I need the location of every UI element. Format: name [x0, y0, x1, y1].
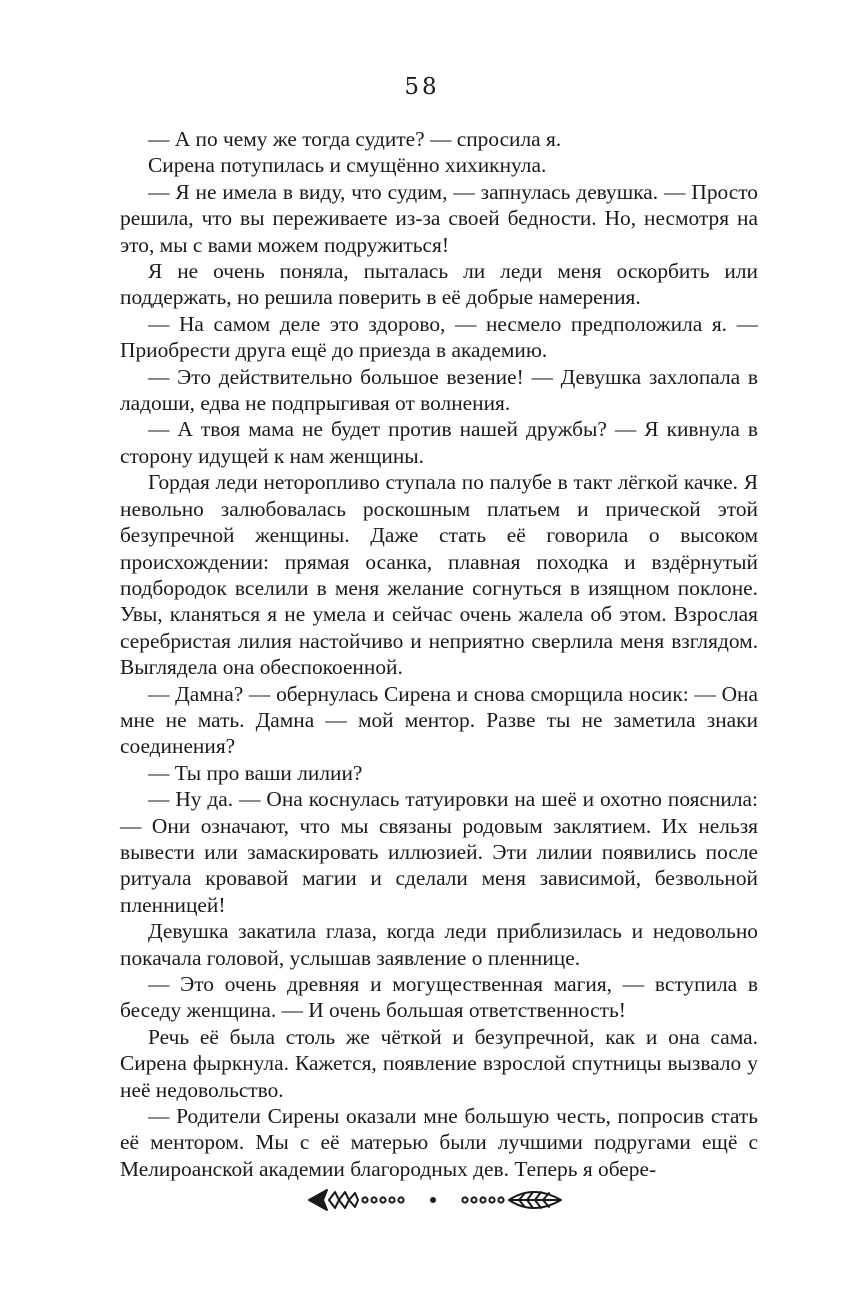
paragraph: — Это очень древняя и могущественная магия, — вступила в беседу женщина. — И очень большая ответственность! — [120, 972, 758, 1023]
paragraph: Сирена потупилась и смущённо хихикнула. — [148, 153, 547, 178]
paragraph: Речь её была столь же чёткой и безупречной, как и она сама. Сирена фыркнула. Кажется, появление взрослой спутницы вызвало у неё недовольство. — [120, 1024, 758, 1102]
paragraph: — На самом деле это здорово, — несмело предположила я. — Приобрести друга ещё до приезда в академию. — [120, 311, 758, 363]
paragraph: — Я не имела в виду, что судим, — запнулась девушка. — Просто решила, что вы переживаете из-за своей бедности. Но, несмотря на это, мы с вами можем подружиться! — [120, 179, 758, 257]
paragraph: — Ты про ваши лилии? — [148, 760, 363, 785]
paragraph: — Дамна? — обернулась Сирена и снова сморщила носик: — Она мне не мать. Дамна — мой ментор. Разве ты не заметила знаки соединения? — [120, 681, 758, 759]
paragraph: — Это действительно большое везение! — Девушка захлопала в ладоши, едва не подпрыгивая от волнения. — [120, 364, 758, 416]
paragraph: Девушка закатила глаза, когда леди приблизилась и недовольно покачала головой, услышав заявление о пленнице. — [120, 919, 758, 970]
paragraph: Гордая леди неторопливо ступала по палубе в такт лёгкой качке. Я невольно залюбовалась роскошным платьем и прической этой безупречной женщины. Даже стать её говорила о высоком происхождении: прямая осанка, плавная походка и вздёрнутый подбородок вселили в меня желание согнуться в изящном поклоне. Увы, кланяться я не умела и сейчас очень жалела об этом. Взрослая серебристая лилия настойчиво и неприятно сверлила меня взглядом. Выглядела она обеспокоенной. — [120, 470, 758, 680]
paragraph: Я не очень поняла, пыталась ли леди меня оскорбить или поддержать, но решила поверить в её добрые намерения. — [120, 259, 758, 310]
arrow-moon-ornament-icon — [305, 1174, 565, 1226]
paragraph: — А твоя мама не будет против нашей дружбы? — Я кивнула в сторону идущей к нам женщины. — [120, 417, 758, 468]
body-text — [120, 126, 758, 1182]
paragraph: — Родители Сирены оказали мне большую честь, попросив стать её ментором. Мы с её матерью были лучшими подругами ещё с Мелироанской академии благородных дев. Теперь я обере- — [120, 1104, 758, 1181]
paragraph: — Ну да. — Она коснулась татуировки на шеё и охотно пояснила: — Они означают, что мы связаны родовым заклятием. Их нельзя вывести или замаскировать иллюзией. Эти лилии появились после ритуала кровавой магии и сделали меня зависимой, безвольной пленницей! — [120, 787, 758, 917]
page-number: 58 — [404, 74, 440, 100]
paragraph: — А по чему же тогда судите? — спросила я. — [148, 127, 562, 151]
